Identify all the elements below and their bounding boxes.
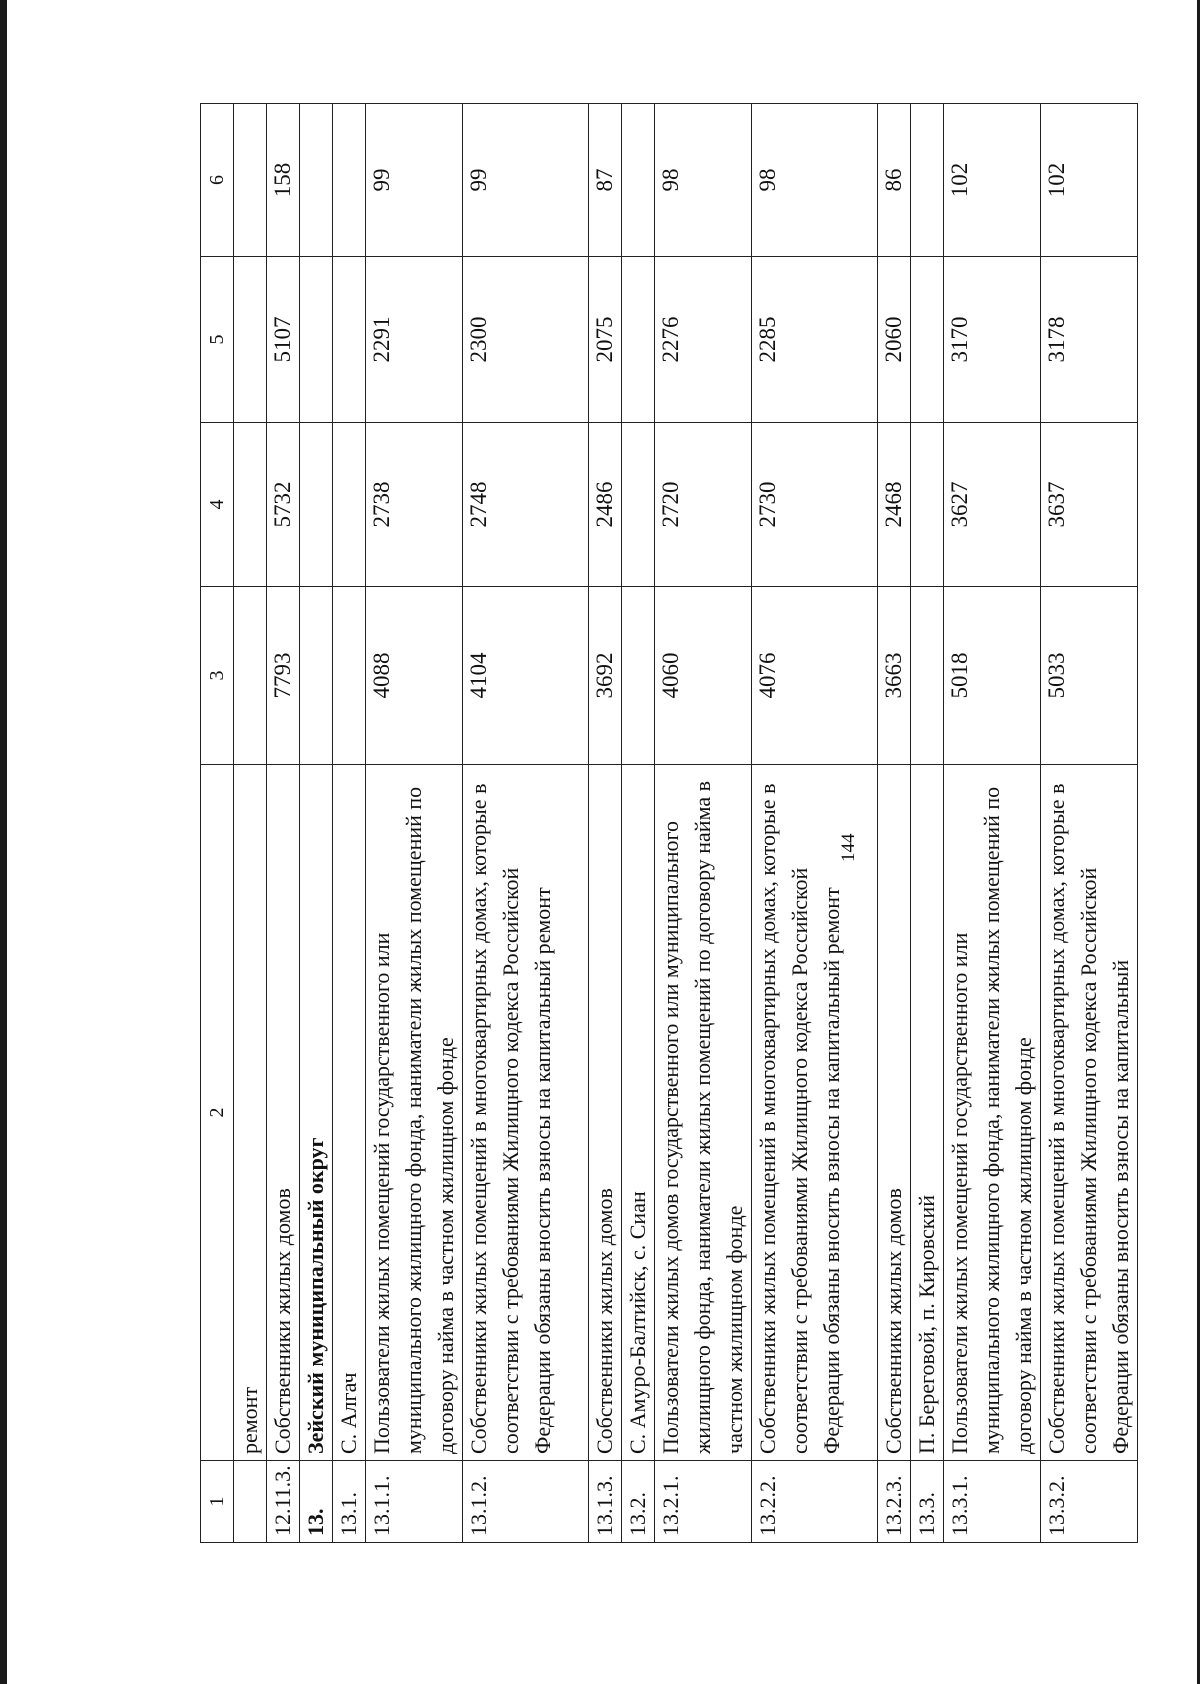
value-col-4: 3637 — [1041, 423, 1138, 587]
row-description: Собственники жилых помещений в многоквартирных домах, которые в соответствии с требованиями Жилищного кодекса Российской Федерации обязаны вносить взносы на капитальный ремонт — [463, 765, 589, 1461]
table-row — [463, 104, 589, 1543]
value-col-4 — [911, 423, 944, 587]
value-col-5: 2276 — [655, 257, 752, 423]
value-col-4: 2730 — [752, 423, 878, 587]
header-cell-2: 2 — [201, 765, 234, 1461]
value-col-4: 2486 — [589, 423, 622, 587]
value-col-6: 86 — [878, 104, 911, 257]
value-col-4: 2748 — [463, 423, 589, 587]
header-cell-5: 5 — [201, 257, 234, 423]
row-description: Пользователи жилых помещений государственного или муниципального жилищного фонда, наниматели жилых помещений по договору найма в частном жилищном фонде — [944, 765, 1041, 1461]
value-col-5 — [911, 257, 944, 423]
value-col-6: 98 — [655, 104, 752, 257]
row-description: Пользователи жилых домов государственного или муниципального жилищного фонда, наниматели жилых помещений по договору найма в частном жилищном фонде — [655, 765, 752, 1461]
value-col-5: 2075 — [589, 257, 622, 423]
row-description: Пользователи жилых помещений государственного или муниципального жилищного фонда, наниматели жилых помещений по договору найма в частном жилищном фонде — [366, 765, 463, 1461]
row-number: 13. — [300, 1461, 333, 1543]
row-description: Собственники жилых помещений в многоквартирных домах, которые в соответствии с требованиями Жилищного кодекса Российской Федерации обязаны вносить взносы на капитальный ремонт — [752, 765, 878, 1461]
value-col-3 — [911, 587, 944, 765]
value-col-3: 3692 — [589, 587, 622, 765]
table-row — [267, 104, 300, 1543]
row-description: Собственники жилых домов — [589, 765, 622, 1461]
value-col-5 — [622, 257, 655, 423]
value-col-3: 5018 — [944, 587, 1041, 765]
value-col-5: 3170 — [944, 257, 1041, 423]
value-col-5: 2300 — [463, 257, 589, 423]
rotated-table — [200, 104, 1133, 1543]
row-description: ремонт — [234, 765, 267, 1461]
value-col-4: 2720 — [655, 423, 752, 587]
value-col-6 — [300, 104, 333, 257]
value-col-5: 2291 — [366, 257, 463, 423]
value-col-3: 3663 — [878, 587, 911, 765]
value-col-6: 99 — [463, 104, 589, 257]
header-row — [201, 104, 234, 1543]
row-number: 13.2. — [622, 1461, 655, 1543]
row-number: 13.3.1. — [944, 1461, 1041, 1543]
value-col-3 — [300, 587, 333, 765]
value-col-3: 4076 — [752, 587, 878, 765]
value-col-3: 7793 — [267, 587, 300, 765]
row-number: 13.1.2. — [463, 1461, 589, 1543]
value-col-3: 4088 — [366, 587, 463, 765]
table-row — [300, 104, 333, 1543]
value-col-3: 4104 — [463, 587, 589, 765]
table-row — [333, 104, 366, 1543]
row-number: 13.3.2. — [1041, 1461, 1138, 1543]
value-col-6: 158 — [267, 104, 300, 257]
row-number: 13.2.2. — [752, 1461, 878, 1543]
value-col-6 — [234, 104, 267, 257]
table-row — [911, 104, 944, 1543]
row-description: С. Амуро-Балтийск, с. Сиан — [622, 765, 655, 1461]
value-col-5: 5107 — [267, 257, 300, 423]
table-row — [366, 104, 463, 1543]
table-row — [655, 104, 752, 1543]
table-row — [944, 104, 1041, 1543]
row-description: Собственники жилых домов — [878, 765, 911, 1461]
row-number: 13.2.3. — [878, 1461, 911, 1543]
header-cell-3: 3 — [201, 587, 234, 765]
value-col-3 — [622, 587, 655, 765]
page-number: 144 — [838, 833, 859, 862]
row-number: 13.1.1. — [366, 1461, 463, 1543]
row-number — [234, 1461, 267, 1543]
value-col-6 — [622, 104, 655, 257]
row-description: Зейский муниципальный округ — [300, 765, 333, 1461]
value-col-6: 99 — [366, 104, 463, 257]
row-number: 13.1.3. — [589, 1461, 622, 1543]
value-col-4: 2738 — [366, 423, 463, 587]
scan-edge-left — [0, 0, 7, 1684]
value-col-5 — [333, 257, 366, 423]
value-col-6: 98 — [752, 104, 878, 257]
row-description: П. Береговой, п. Кировский — [911, 765, 944, 1461]
row-number: 12.11.3. — [267, 1461, 300, 1543]
value-col-3 — [234, 587, 267, 765]
row-number: 13.3. — [911, 1461, 944, 1543]
value-col-4: 5732 — [267, 423, 300, 587]
value-col-6: 87 — [589, 104, 622, 257]
value-col-6 — [333, 104, 366, 257]
table-row — [1041, 104, 1138, 1543]
value-col-3 — [333, 587, 366, 765]
table-row — [622, 104, 655, 1543]
value-col-4: 3627 — [944, 423, 1041, 587]
value-col-4 — [234, 423, 267, 587]
table-row — [752, 104, 878, 1543]
value-col-4: 2468 — [878, 423, 911, 587]
value-col-6: 102 — [1041, 104, 1138, 257]
value-col-5: 2060 — [878, 257, 911, 423]
value-col-5: 3178 — [1041, 257, 1138, 423]
table-row — [589, 104, 622, 1543]
row-number: 13.2.1. — [655, 1461, 752, 1543]
row-description: С. Алгач — [333, 765, 366, 1461]
value-col-3: 4060 — [655, 587, 752, 765]
row-number: 13.1. — [333, 1461, 366, 1543]
header-cell-6: 6 — [201, 104, 234, 257]
table-row — [234, 104, 267, 1543]
value-col-4 — [300, 423, 333, 587]
value-col-6 — [911, 104, 944, 257]
header-cell-4: 4 — [201, 423, 234, 587]
value-col-5 — [300, 257, 333, 423]
row-description: Собственники жилых помещений в многоквартирных домах, которые в соответствии с требованиями Жилищного кодекса Российской Федерации обязаны вносить взносы на капитальный — [1041, 765, 1138, 1461]
value-col-4 — [333, 423, 366, 587]
header-cell-1: 1 — [201, 1461, 234, 1543]
value-col-4 — [622, 423, 655, 587]
value-col-6: 102 — [944, 104, 1041, 257]
tariff-table — [200, 103, 1138, 1543]
value-col-5 — [234, 257, 267, 423]
row-description: Собственники жилых домов — [267, 765, 300, 1461]
value-col-3: 5033 — [1041, 587, 1138, 765]
table-row — [878, 104, 911, 1543]
value-col-5: 2285 — [752, 257, 878, 423]
